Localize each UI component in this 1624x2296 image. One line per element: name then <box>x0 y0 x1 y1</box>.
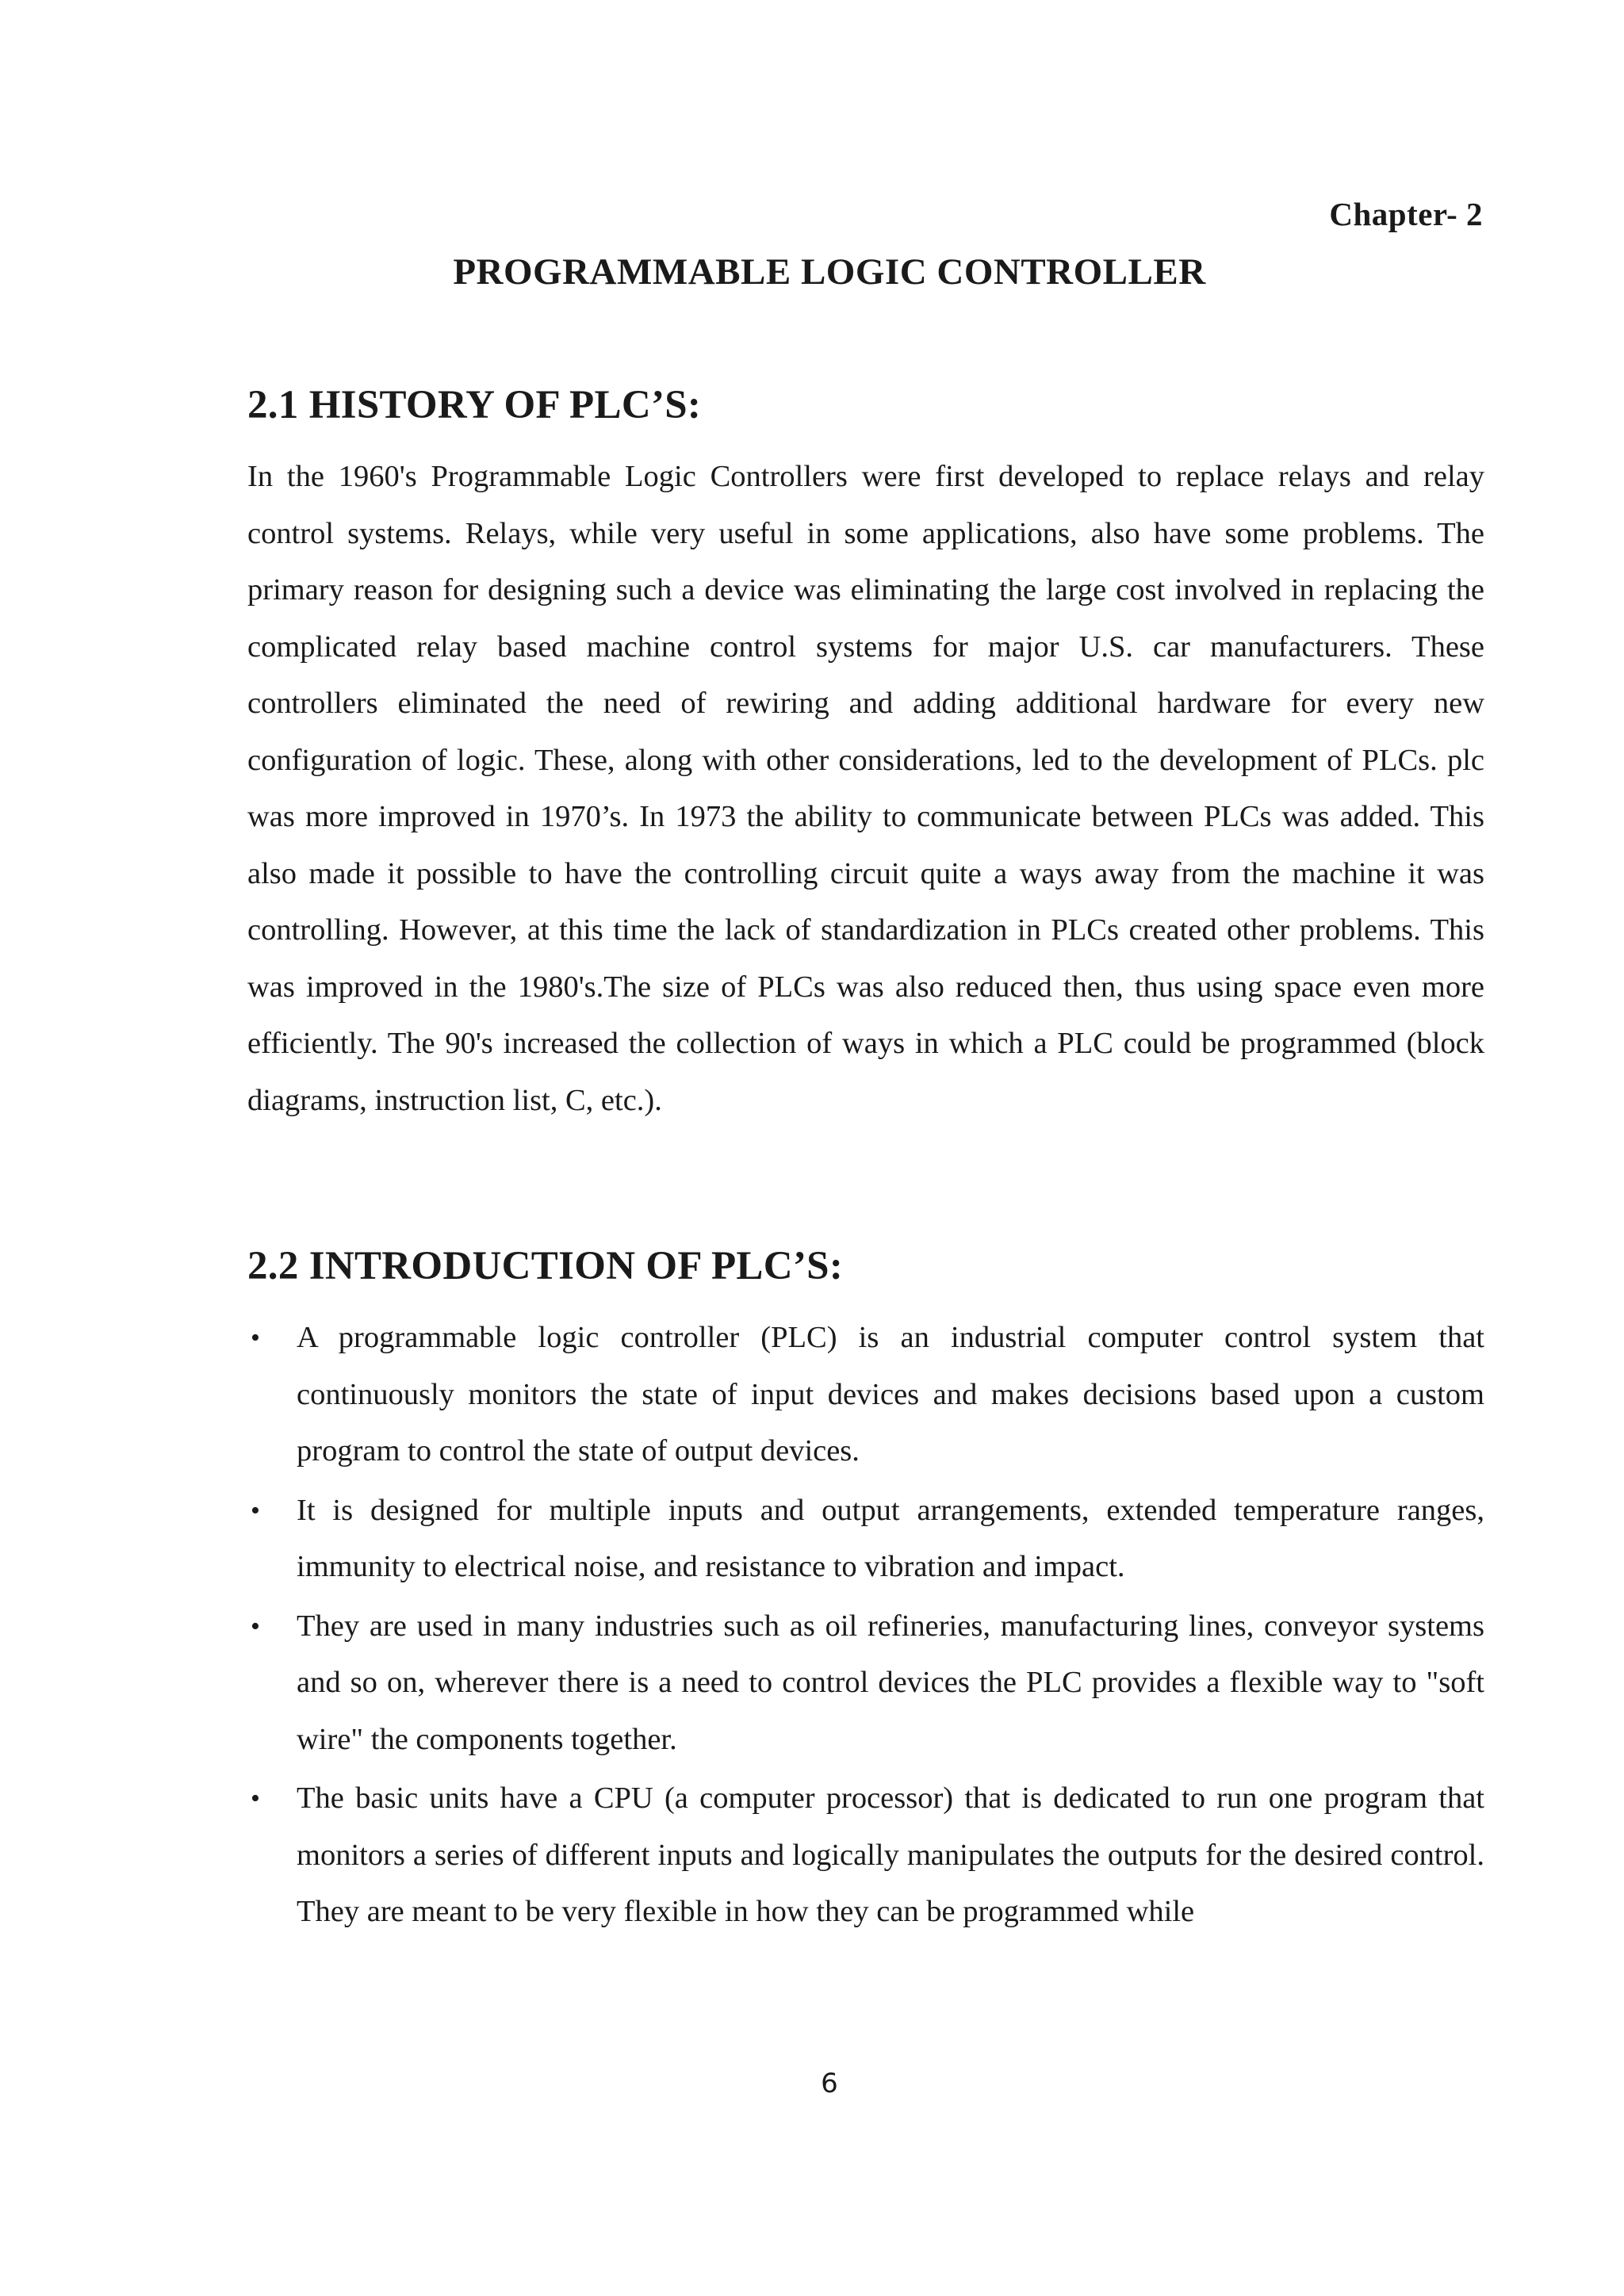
page-number: 6 <box>821 2068 838 2099</box>
list-item <box>247 1483 1484 1596</box>
bullet-text: It is designed for multiple inputs and output arrangements, extended temperature ranges, immunity to electrical noise, and resistance to vibration and impact. <box>297 1493 1484 1583</box>
bullet-text: A programmable logic controller (PLC) is an industrial computer control system that continuously monitors the state of input devices and makes decisions based upon a custom program to control the state of output devices. <box>297 1321 1484 1468</box>
page-title: PROGRAMMABLE LOGIC CONTROLLER <box>453 251 1206 293</box>
list-item <box>247 1598 1484 1769</box>
history-paragraph: In the 1960's Programmable Logic Controllers were first developed to replace relays and relay control systems. Relays, while very useful in some applications, also have some problems. The primary reason for designing such a device was eliminating the large cost involved in replacing the complicated relay based machine control systems for major U.S. car manufacturers. These controllers eliminated the need of rewiring and adding additional hardware for every new configuration of logic. These, along with other considerations, led to the development of PLCs. plc was more improved in 1970’s. In 1973 the ability to communicate between PLCs was added. This also made it possible to have the controlling circuit quite a ways away from the machine it was controlling. However, at this time the lack of standardization in PLCs created other problems. This was improved in the 1980's.The size of PLCs was also reduced then, thus using space even more efficiently. The 90's increased the collection of ways in which a PLC could be programmed (block diagrams, instruction list, C, etc.). <box>247 460 1484 1117</box>
section-heading-history: 2.1 HISTORY OF PLC’S: <box>247 383 702 427</box>
introduction-bullet-list <box>247 1310 1484 1943</box>
list-item <box>247 1310 1484 1480</box>
bullet-text: They are used in many industries such as oil refineries, manufacturing lines, conveyor systems and so on, wherever there is a need to control devices the PLC provides a flexible way to "soft wire" the components together. <box>297 1609 1484 1756</box>
section-heading-introduction: 2.2 INTRODUCTION OF PLC’S: <box>247 1244 844 1288</box>
bullet-icon: • <box>251 1784 260 1813</box>
chapter-label: Chapter- 2 <box>1329 196 1483 232</box>
bullet-icon: • <box>251 1323 260 1353</box>
list-item <box>247 1770 1484 1941</box>
bullet-icon: • <box>251 1495 260 1525</box>
bullet-text: The basic units have a CPU (a computer processor) that is dedicated to run one program that monitors a series of different inputs and logically manipulates the outputs for the desired control. They are meant to be very flexible in how they can be programmed while <box>297 1781 1484 1928</box>
bullet-icon: • <box>251 1611 260 1641</box>
